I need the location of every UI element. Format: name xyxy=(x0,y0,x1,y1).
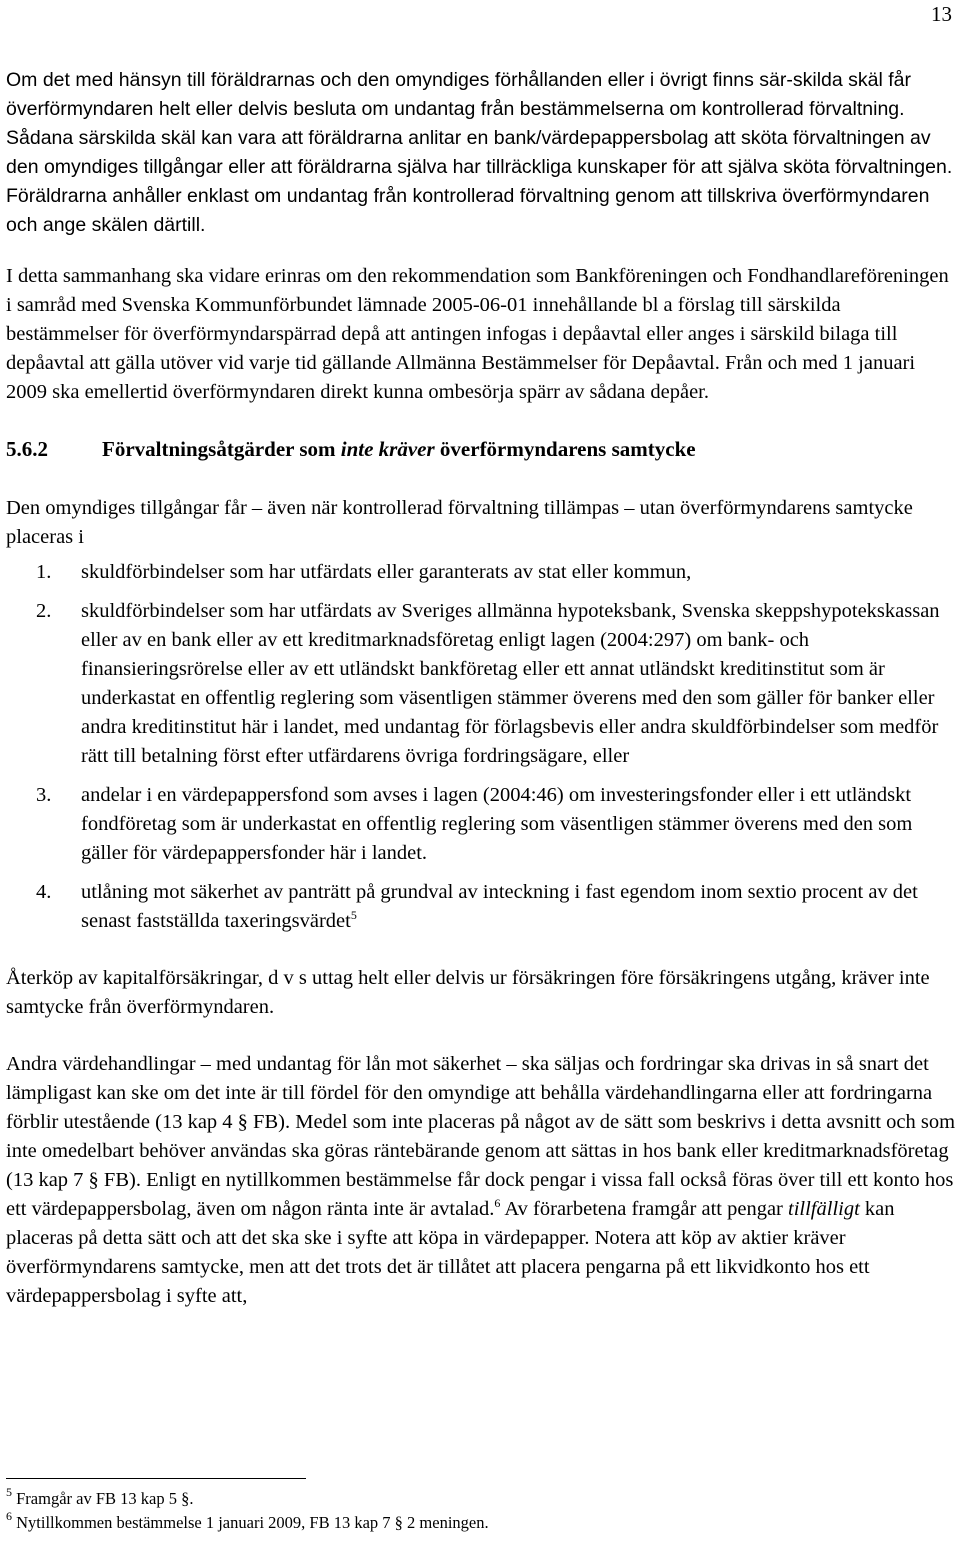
list-item-text: andelar i en värdepappersfond som avses i lagen (2004:46) om investeringsfonder eller i ett utländskt fondföretag som är underkastat en offentlig reglering som väsentligen stämmer överens med den som gäller för värdepappersfonder här i landet. xyxy=(81,784,913,864)
list-item-number: 4. xyxy=(36,881,52,903)
list-item-number: 1. xyxy=(36,561,52,583)
footnotes xyxy=(6,1478,956,1535)
list-item xyxy=(6,597,956,771)
paragraph-undantag: Om det med hänsyn till föräldrarnas och den omyndiges förhållanden eller i övrigt finns sär-skilda skäl får överförmyndaren helt eller delvis besluta om undantag från bestämmelserna om kontrollerad förvaltning. Sådana särskilda skäl kan vara att föräldrarna anlitar en bank/värdepappersbolag att sköta förvaltningen av den omyndiges tillgångar eller att föräldrarna själva har tillräckliga kunskaper för att själva sköta förvaltningen. Föräldrarna anhåller enklast om undantag från kontrollerad förvaltning genom att tillskriva överförmyndaren och ange skälen därtill. xyxy=(6,69,953,236)
footnote: $^6$ Nytillkommen bestämmelse 1 januari 2009, FB 13 kap 7 § 2 meningen. xyxy=(6,1509,489,1532)
section-heading xyxy=(6,435,956,464)
footnote-ref-5: 5 xyxy=(350,908,357,922)
footnote: $^5$ Framgår av FB 13 kap 5 §. xyxy=(6,1485,194,1508)
placement-list xyxy=(6,558,956,936)
paragraph-rekommendation: I detta sammanhang ska vidare erinras om den rekommendation som Bankföreningen och Fondhandlareföreningen i samråd med Svenska Kommunförbundet lämnade 2005-06-01 innehållande bl a förslag till särskilda bestämmelser för överförmyndarspärrad depå att antingen infogas i depåavtal eller anges i särskild bilaga till depåavtal att gälla utöver vid varje tid gällande Allmänna Bestämmelser för Depåavtal. Från och med 1 januari 2009 ska emellertid överförmyndaren direkt kunna ombesörja spärr av sådana depåer. xyxy=(6,265,949,403)
paragraph-aterkop: Återköp av kapitalförsäkringar, d v s uttag helt eller delvis ur försäkringen före försäkringens utgång, kräver inte samtycke från överförmyndaren. xyxy=(6,967,930,1018)
list-item xyxy=(6,781,956,868)
footnote-ref-6: 6 xyxy=(494,1196,501,1210)
list-intro: Den omyndiges tillgångar får – även när kontrollerad förvaltning tillämpas – utan överförmyndarens samtycke placeras i xyxy=(6,497,913,548)
section-number: 5.6.2 xyxy=(6,437,48,461)
list-item xyxy=(6,878,956,936)
list-item-number: 2. xyxy=(36,600,52,622)
list-item-text: utlåning mot säkerhet av panträtt på grundval av inteckning i fast egendom inom sextio procent av det senast fastställda taxeringsvärdet$^5$ xyxy=(81,881,918,932)
document-body xyxy=(6,66,956,1311)
list-item xyxy=(6,558,956,587)
list-item-text: skuldförbindelser som har utfärdats av Sveriges allmänna hypoteksbank, Svenska skeppshypotekskassan eller av en bank eller av ett kreditmarknadsföretag enligt lagen (2004:297) om bank- och finansieringsrörelse eller av ett utländskt bankföretag eller ett annat utländskt kreditinstitut som är underkastat en offentlig reglering som väsentligen stämmer överens med den som gäller för banker eller andra kreditinstitut här i landet, med undantag för förlagsbevis eller andra skuldförbindelser som medför rätt till betalning först efter utfärdarens övriga fordringsägare, eller xyxy=(81,600,940,767)
footnote-divider xyxy=(6,1478,306,1479)
page-number: 13 xyxy=(931,2,952,26)
paragraph-vardehandlingar: Andra värdehandlingar – med undantag för lån mot säkerhet – ska säljas och fordringar ska drivas in så snart det lämpligast kan ske om det inte är till fördel för den omyndige att behålla värdehandlingarna eller att fordringarna förblir utestående (13 kap 4 § FB). Medel som inte placeras på något av de sätt som beskrivs i detta avsnitt och som inte omedelbart behöver användas ska göras räntebärande genom att sättas in hos bank eller kreditmarknadsföretag (13 kap 7 § FB). Enligt en nytillkommen bestämmelse får dock pengar i vissa fall också föras över till ett konto hos ett värdepappersbolag, även om någon ränta inte är avtalad.$^6$ Av förarbetena framgår att pengar tillfälligt kan placeras på detta sätt och att det ska ske i syfte att köpa in värdepapper. Notera att köp av aktier kräver överförmyndarens samtycke, men att det trots det är tillåtet att placera pengarna på ett likvidkonto hos ett värdepappersbolag i syfte att, xyxy=(6,1053,956,1307)
list-item-text: skuldförbindelser som har utfärdats eller garanterats av stat eller kommun, xyxy=(81,561,692,583)
section-title: Förvaltningsåtgärder som inte kräver överförmyndarens samtycke xyxy=(102,437,696,461)
list-item-number: 3. xyxy=(36,784,52,806)
